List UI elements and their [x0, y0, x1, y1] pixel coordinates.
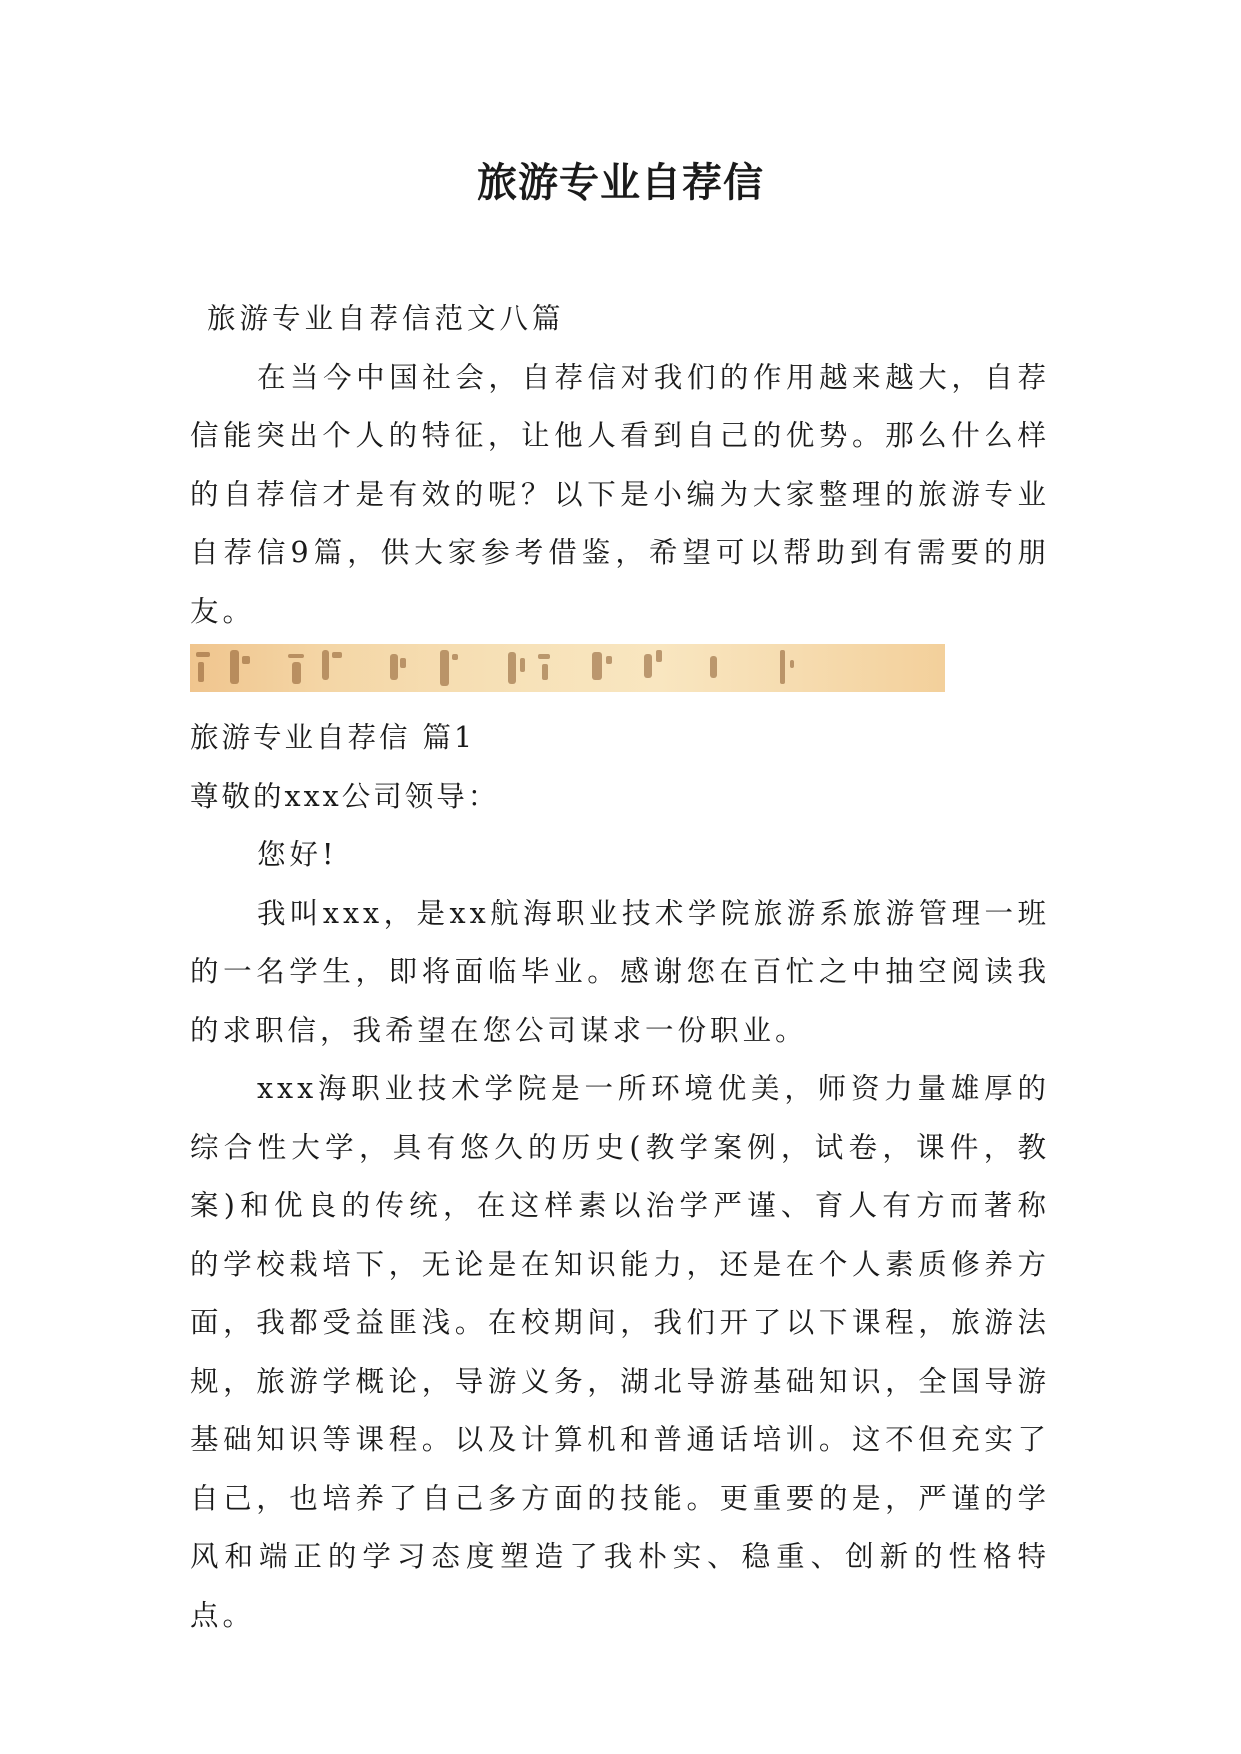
section-title: 旅游专业自荐信 篇1: [190, 721, 476, 754]
banner-texture: [190, 644, 945, 692]
document-title: 旅游专业自荐信: [477, 160, 764, 206]
greeting: 您好!: [256, 838, 338, 871]
salutation: 尊敬的xxx公司领导：: [190, 779, 500, 813]
document-body: [190, 290, 1050, 1645]
document-subtitle: 旅游专业自荐信范文八篇: [207, 302, 565, 335]
decorative-banner-image: [190, 644, 945, 692]
body-paragraph-2: xxx海职业技术学院是一所环境优美，师资力量雄厚的综合性大学，具有悠久的历史(教学案例，试卷，课件，教案)和优良的传统，在这样素以治学严谨、育人有方而著称的学校栽培下，无论是在知识能力，还是在个人素质修养方面，我都受益匪浅。在校期间，我们开了以下课程，旅游法规，旅游学概论，导游义务，湖北导游基础知识，全国导游基础知识等课程。以及计算机和普通话培训。这不但充实了自己，也培养了自己多方面的技能。更重要的是，严谨的学风和端正的学习态度塑造了我朴实、稳重、创新的性格特点。: [190, 1072, 1050, 1632]
intro-paragraph: 在当今中国社会，自荐信对我们的作用越来越大，自荐信能突出个人的特征，让他人看到自己的优势。那么什么样的自荐信才是有效的呢？以下是小编为大家整理的旅游专业自荐信9篇，供大家参考借鉴，希望可以帮助到有需要的朋友。: [190, 360, 1050, 628]
body-paragraph-1: 我叫xxx，是xx航海职业技术学院旅游系旅游管理一班的一名学生，即将面临毕业。感谢您在百忙之中抽空阅读我的求职信，我希望在您公司谋求一份职业。: [190, 896, 1050, 1047]
